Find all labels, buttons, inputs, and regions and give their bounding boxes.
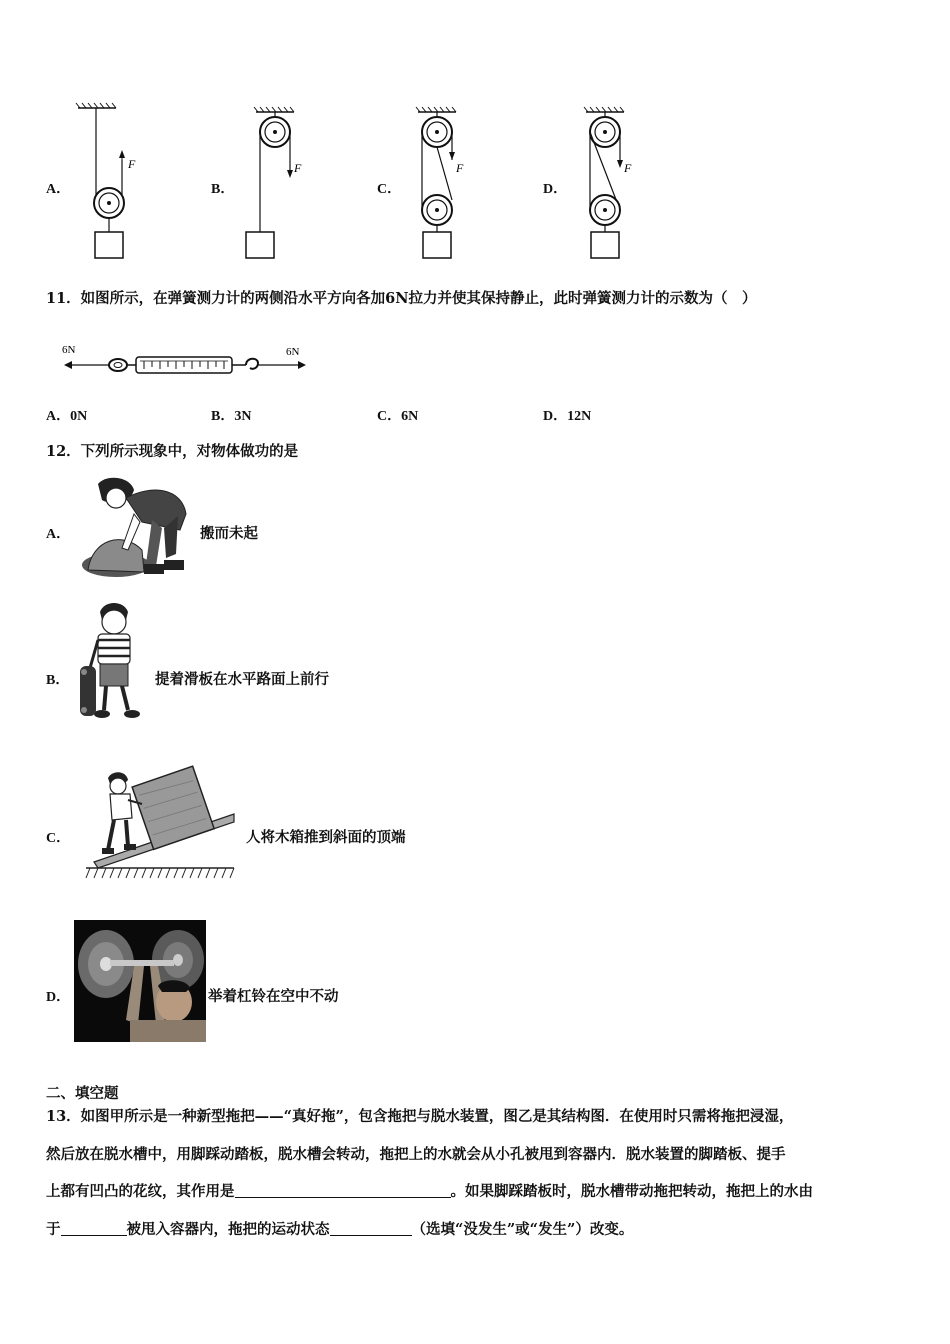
q13-line-4 xyxy=(46,1211,906,1249)
option-c-label: C． xyxy=(377,182,402,197)
q13-line-4c: （选填“没发生”或“发生”）改变。 xyxy=(411,1220,634,1238)
pulley-diagram-c xyxy=(404,100,514,265)
pulley-diagram-a xyxy=(70,100,180,265)
q12-option-c-letter[interactable]: C． xyxy=(46,831,71,846)
q13-line-2: 然后放在脱水槽中，用脚踩动踏板，脱水槽会转动，拖把上的水就会从小孔被甩到容器内．脱水装置的脚踏板、提手 xyxy=(46,1145,786,1163)
q12-option-b-caption: 提着滑板在水平路面上前行 xyxy=(155,671,329,688)
q13-line-3a: 上都有凹凸的花纹，其作用是 xyxy=(46,1183,235,1200)
q12-stem: 12．下列所示现象中，对物体做功的是 xyxy=(46,443,299,460)
option-a-label: A． xyxy=(46,182,71,197)
boy-carrying-skateboard-icon xyxy=(78,600,150,724)
q13-line-4b: 被甩入容器内，拖把的运动状态 xyxy=(126,1220,330,1238)
weightlifter-holding-barbell-icon xyxy=(74,920,206,1042)
q13-blank-3[interactable] xyxy=(330,1221,412,1236)
person-pushing-box-on-slope-icon xyxy=(84,764,240,884)
person-lifting-stone-icon xyxy=(82,470,194,580)
q12-option-b-letter[interactable]: B． xyxy=(46,673,70,688)
q11-option-d[interactable]: D．12N xyxy=(543,409,592,424)
force-label-b: F xyxy=(294,161,302,175)
force-label-c: F xyxy=(456,161,464,175)
q11-stem: 11．如图所示，在弹簧测力计的两侧沿水平方向各加6N拉力并使其保持静止，此时弹簧测力计的示数为（ ） xyxy=(46,290,757,307)
q11-option-c[interactable]: C．6N xyxy=(377,409,419,424)
q11-option-b[interactable]: B．3N xyxy=(211,409,252,424)
pulley-diagram-b xyxy=(238,100,348,265)
left-force-label: 6N xyxy=(62,344,76,356)
option-d-label: D． xyxy=(543,182,568,197)
force-label-a: F xyxy=(128,157,136,171)
q12-option-a-letter[interactable]: A． xyxy=(46,527,71,542)
q13-line-1: 13．如图甲所示是一种新型拖把——“真好拖”，包含拖把与脱水装置，图乙是其结构图．在使用时只需将拖把浸湿， xyxy=(46,1108,794,1125)
q13-blank-2[interactable] xyxy=(61,1221,127,1236)
q13-line-4a: 于 xyxy=(46,1220,61,1238)
force-label-d: F xyxy=(624,161,632,175)
option-b-label: B． xyxy=(211,182,235,197)
spring-scale-figure xyxy=(60,340,310,380)
q13-text xyxy=(46,1098,906,1248)
pulley-diagram-d xyxy=(572,100,682,265)
q12-option-a-caption: 搬而未起 xyxy=(200,525,258,542)
q12-option-d-letter[interactable]: D． xyxy=(46,990,71,1005)
section-heading: 二、填空题 xyxy=(46,1085,119,1102)
right-force-label: 6N xyxy=(286,346,300,358)
q13-line-3 xyxy=(46,1173,906,1211)
q13-line-3b: 。如果脚踩踏板时，脱水槽带动拖把转动，拖把上的水由 xyxy=(450,1183,813,1200)
q13-blank-1[interactable] xyxy=(235,1183,451,1198)
q12-option-c-caption: 人将木箱推到斜面的顶端 xyxy=(246,829,406,846)
q12-option-d-caption: 举着杠铃在空中不动 xyxy=(208,988,339,1005)
q11-option-a[interactable]: A．0N xyxy=(46,409,88,424)
